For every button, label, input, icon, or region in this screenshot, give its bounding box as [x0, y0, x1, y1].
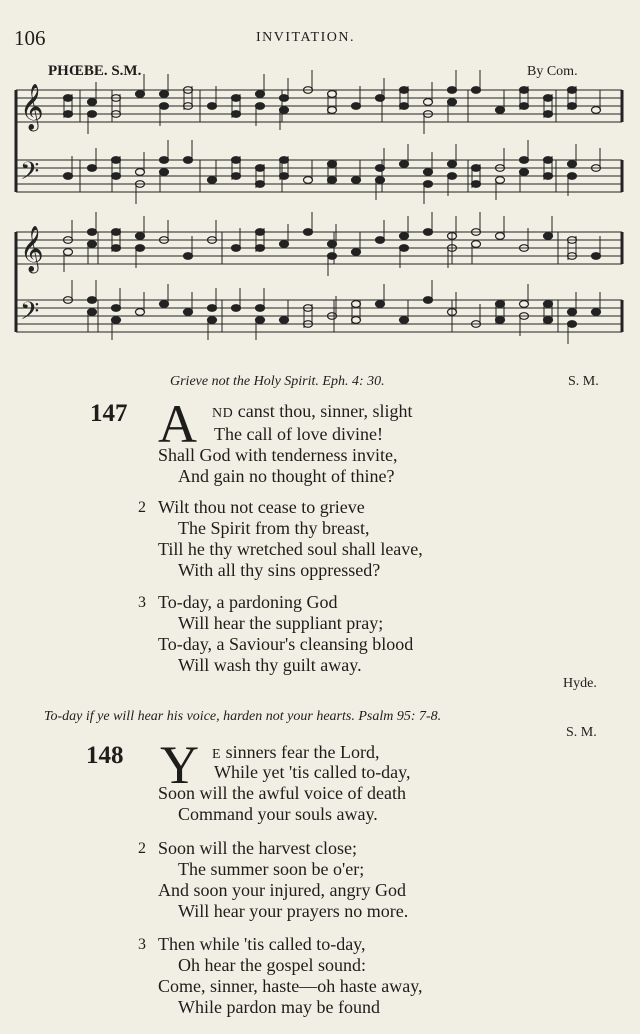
note-head — [304, 177, 313, 184]
hymn-number: 148 — [86, 742, 124, 769]
note-head — [280, 157, 289, 164]
note-head — [400, 161, 409, 168]
note-head — [544, 157, 553, 164]
note-head — [544, 233, 553, 240]
note-head — [376, 237, 385, 244]
note-head — [208, 103, 217, 110]
hymn-meter: S. M. — [568, 374, 599, 389]
note-head — [184, 309, 193, 316]
verse-line: And soon your injured, angry God — [158, 880, 406, 900]
verse-line: With all thy sins oppressed? — [178, 560, 381, 580]
treble-clef: 𝄞 — [20, 84, 44, 130]
note-head — [544, 95, 553, 102]
verse-line: Till he thy wretched soul shall leave, — [158, 539, 423, 559]
note-head — [88, 229, 97, 236]
note-head — [88, 111, 97, 118]
note-head — [520, 87, 529, 94]
verse-number: 2 — [138, 499, 146, 516]
note-head — [280, 317, 289, 324]
note-head — [472, 181, 481, 188]
note-head — [592, 253, 601, 260]
note-head — [136, 91, 145, 98]
music-score — [0, 0, 640, 360]
tune-composer: By Com. — [527, 64, 578, 79]
note-head — [256, 91, 265, 98]
note-head — [256, 229, 265, 236]
first-line — [212, 742, 380, 763]
hymn-meter: S. M. — [566, 725, 597, 740]
note-head — [328, 161, 337, 168]
note-head — [112, 229, 121, 236]
note-head — [400, 103, 409, 110]
note-head — [352, 103, 361, 110]
note-head — [280, 107, 289, 114]
bass-clef: 𝄢 — [20, 297, 40, 332]
note-head — [232, 245, 241, 252]
note-head — [256, 305, 265, 312]
note-head — [256, 317, 265, 324]
note-head — [376, 177, 385, 184]
verse-line: Soon will the harvest close; — [158, 838, 357, 858]
verse-line: Then while 'tis called to-day, — [158, 934, 366, 954]
note-head — [184, 157, 193, 164]
note-head — [208, 317, 217, 324]
note-head — [328, 253, 337, 260]
note-head — [424, 169, 433, 176]
verse-line: And gain no thought of thine? — [178, 466, 395, 486]
verse-line: Command your souls away. — [178, 804, 378, 824]
note-head — [568, 87, 577, 94]
note-head — [472, 241, 481, 248]
hymn-heading: Grieve not the Holy Spirit. Eph. 4: 30. — [170, 374, 385, 389]
note-head — [160, 169, 169, 176]
note-head — [64, 173, 73, 180]
note-head — [400, 317, 409, 324]
verse-line: Soon will the awful voice of death — [158, 783, 406, 803]
note-head — [424, 229, 433, 236]
note-head — [592, 309, 601, 316]
note-head — [160, 157, 169, 164]
first-line — [212, 401, 413, 422]
note-head — [352, 301, 361, 308]
note-head — [568, 321, 577, 328]
verse-line: Wilt thou not cease to grieve — [158, 497, 365, 517]
note-head — [496, 107, 505, 114]
note-head — [568, 161, 577, 168]
note-head — [520, 169, 529, 176]
note-head — [592, 107, 601, 114]
verse-line: The Spirit from thy breast, — [178, 518, 370, 538]
verse-line: Oh hear the gospel sound: — [178, 955, 366, 975]
note-head — [64, 95, 73, 102]
page-number: 106 — [14, 26, 46, 50]
first-word-rest: E — [212, 747, 222, 762]
note-head — [304, 229, 313, 236]
note-head — [328, 107, 337, 114]
verse-line: Will hear the suppliant pray; — [178, 613, 384, 633]
verse-line: The call of love divine! — [214, 424, 383, 444]
note-head — [520, 301, 529, 308]
verse-line: Shall God with tenderness invite, — [158, 445, 398, 465]
verse-line: To-day, a Saviour's cleansing blood — [158, 634, 414, 654]
note-head — [208, 177, 217, 184]
note-head — [328, 91, 337, 98]
note-head — [496, 233, 505, 240]
verse-line: While yet 'tis called to-day, — [214, 762, 411, 782]
hymn-author: Hyde. — [563, 676, 597, 691]
first-word-rest: ND — [212, 406, 234, 421]
note-head — [136, 245, 145, 252]
treble-clef: 𝄞 — [20, 226, 44, 272]
note-head — [568, 173, 577, 180]
drop-cap: A — [158, 394, 197, 454]
note-head — [448, 87, 457, 94]
note-head — [88, 99, 97, 106]
verse-line: Will hear your prayers no more. — [178, 901, 409, 921]
note-head — [256, 245, 265, 252]
note-head — [400, 87, 409, 94]
running-head: INVITATION. — [256, 30, 355, 45]
hymn-number: 147 — [90, 400, 128, 427]
note-head — [280, 241, 289, 248]
note-head — [520, 157, 529, 164]
note-head — [544, 111, 553, 118]
note-head — [352, 249, 361, 256]
note-head — [136, 169, 145, 176]
note-head — [136, 233, 145, 240]
note-head — [472, 87, 481, 94]
note-head — [256, 165, 265, 172]
note-head — [424, 99, 433, 106]
verse-line: While pardon may be found — [178, 997, 380, 1017]
note-head — [160, 91, 169, 98]
note-head — [424, 181, 433, 188]
note-head — [112, 173, 121, 180]
note-head — [544, 173, 553, 180]
verse-number: 3 — [138, 936, 146, 953]
note-head — [496, 177, 505, 184]
note-head — [208, 305, 217, 312]
note-head — [544, 301, 553, 308]
note-head — [256, 103, 265, 110]
note-head — [112, 245, 121, 252]
hymn-heading: To-day if ye will hear his voice, harden not your hearts. Psalm 95: 7-8. — [44, 709, 442, 724]
note-head — [112, 157, 121, 164]
note-head — [448, 99, 457, 106]
note-head — [232, 157, 241, 164]
note-head — [352, 317, 361, 324]
note-head — [544, 317, 553, 324]
note-head — [328, 241, 337, 248]
note-head — [280, 173, 289, 180]
note-head — [160, 301, 169, 308]
note-head — [328, 177, 337, 184]
note-head — [280, 95, 289, 102]
note-head — [400, 233, 409, 240]
note-head — [376, 301, 385, 308]
note-head — [88, 241, 97, 248]
note-head — [496, 301, 505, 308]
note-head — [568, 309, 577, 316]
verse-line: The summer soon be o'er; — [178, 859, 365, 879]
note-head — [232, 111, 241, 118]
tune-name: PHŒBE. S.M. — [48, 63, 142, 79]
verse-number: 2 — [138, 840, 146, 857]
note-head — [256, 181, 265, 188]
note-head — [448, 173, 457, 180]
note-head — [472, 165, 481, 172]
note-head — [64, 249, 73, 256]
bass-clef: 𝄢 — [20, 157, 40, 192]
note-head — [376, 165, 385, 172]
verse-line: To-day, a pardoning God — [158, 592, 338, 612]
note-head — [448, 161, 457, 168]
note-head — [136, 309, 145, 316]
drop-cap: Y — [160, 735, 199, 795]
note-head — [232, 95, 241, 102]
note-head — [400, 245, 409, 252]
note-head — [112, 305, 121, 312]
verse-line: Will wash thy guilt away. — [178, 655, 362, 675]
note-head — [88, 165, 97, 172]
note-head — [496, 317, 505, 324]
note-head — [520, 103, 529, 110]
note-head — [160, 103, 169, 110]
note-head — [568, 103, 577, 110]
note-head — [88, 309, 97, 316]
note-head — [232, 173, 241, 180]
note-head — [232, 305, 241, 312]
first-line-text: sinners fear the Lord, — [221, 742, 380, 762]
note-head — [64, 111, 73, 118]
verse-line: Come, sinner, haste—oh haste away, — [158, 976, 423, 996]
verse-number: 3 — [138, 594, 146, 611]
note-head — [184, 253, 193, 260]
note-head — [424, 297, 433, 304]
note-head — [112, 317, 121, 324]
first-line-text: canst thou, sinner, slight — [233, 401, 413, 421]
note-head — [352, 177, 361, 184]
note-head — [376, 95, 385, 102]
note-head — [88, 297, 97, 304]
